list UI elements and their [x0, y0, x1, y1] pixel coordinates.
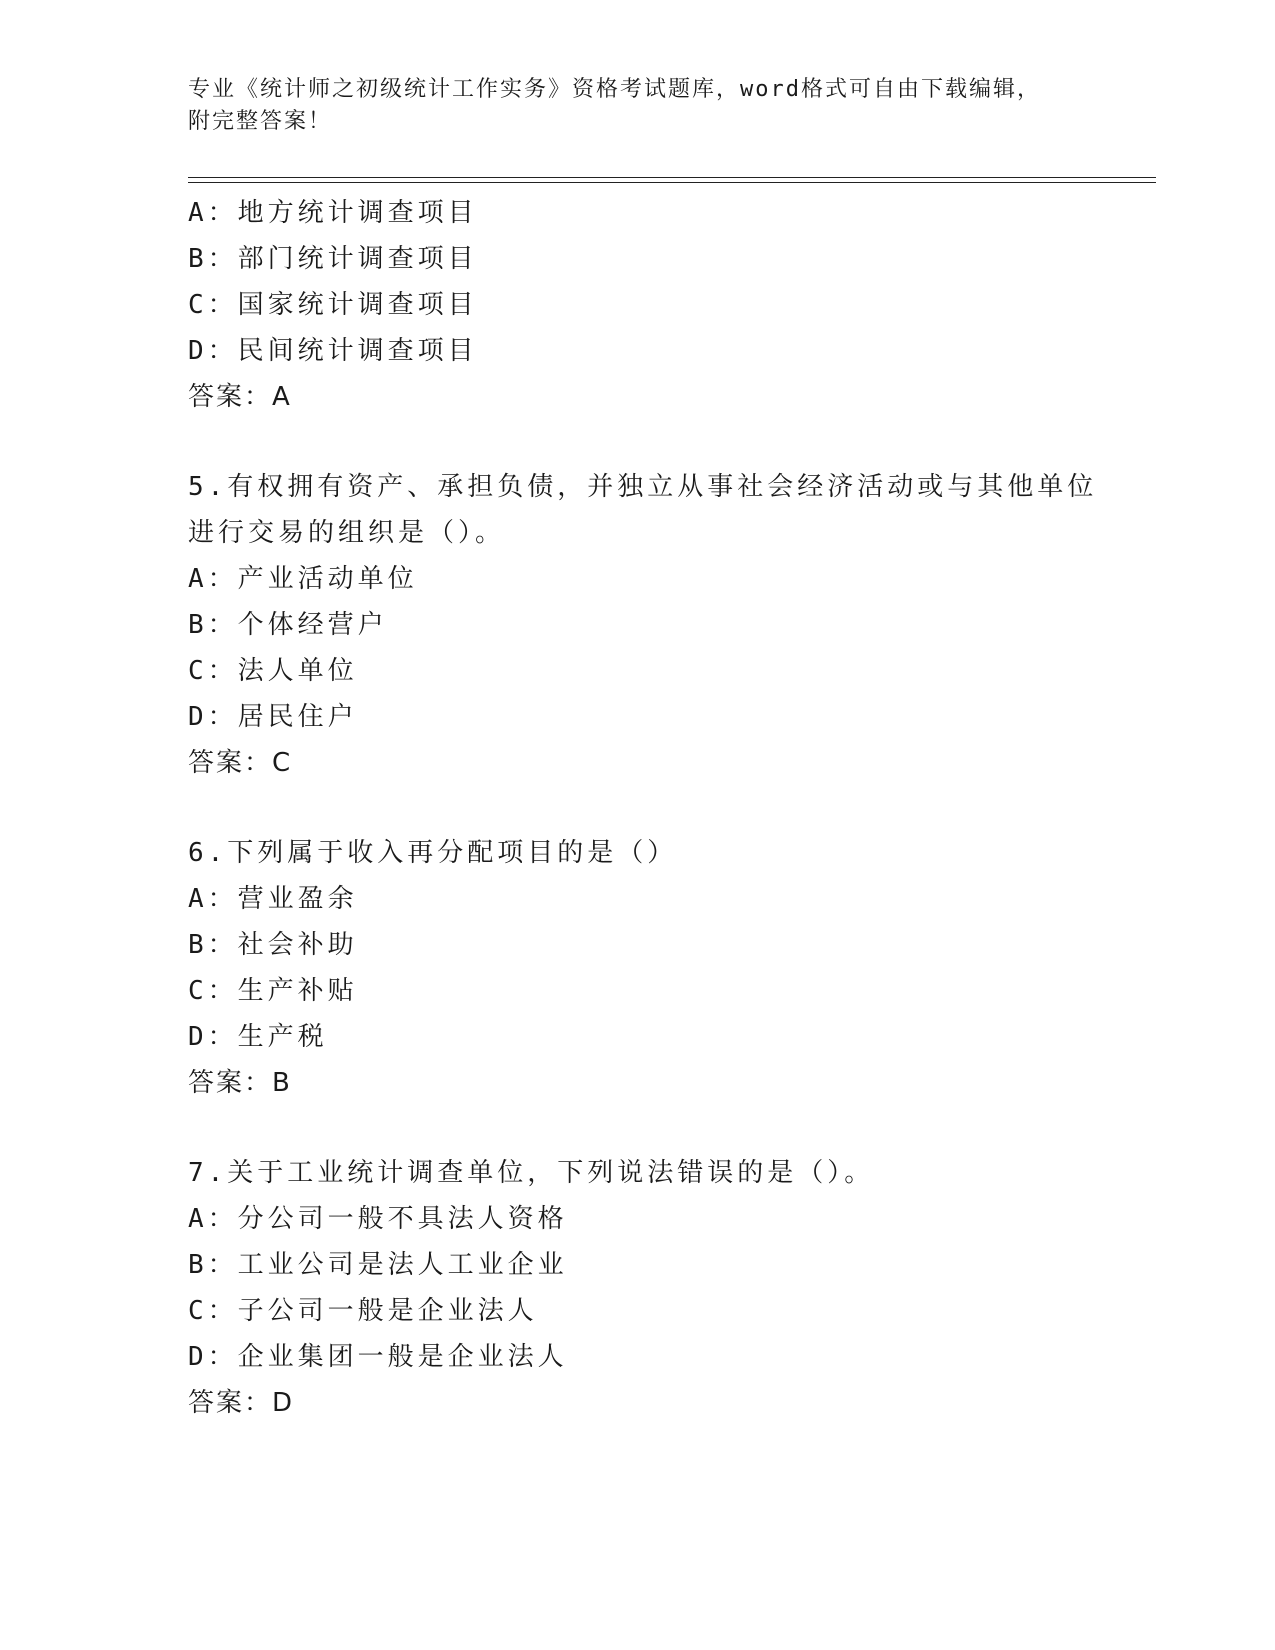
option-c: C：法人单位 — [188, 656, 358, 686]
answer: 答案：A — [188, 382, 292, 412]
spacer — [188, 1106, 1108, 1150]
question-stem-line-2: 进行交易的组织是（）。 — [188, 518, 506, 548]
option-b: B：工业公司是法人工业企业 — [188, 1250, 568, 1280]
question-stem-line-1: 5.有权拥有资产、承担负债，并独立从事社会经济活动或与其他单位 — [188, 472, 1098, 502]
option-c: C：子公司一般是企业法人 — [188, 1296, 538, 1326]
option-d: D：民间统计调查项目 — [188, 336, 478, 366]
option-d: D：居民住户 — [188, 702, 358, 732]
question-stem-line-1: 7.关于工业统计调查单位，下列说法错误的是（）。 — [188, 1158, 875, 1188]
option-a: A：产业活动单位 — [188, 564, 418, 594]
question-5 — [188, 464, 1108, 786]
document-header — [188, 74, 1088, 138]
option-b: B：社会补助 — [188, 930, 358, 960]
option-c: C：国家统计调查项目 — [188, 290, 478, 320]
option-a: A：营业盈余 — [188, 884, 358, 914]
option-a: A：分公司一般不具法人资格 — [188, 1204, 568, 1234]
option-b: B：部门统计调查项目 — [188, 244, 478, 274]
option-d: D：企业集团一般是企业法人 — [188, 1342, 568, 1372]
header-line-1: 专业《统计师之初级统计工作实务》资格考试题库，word格式可自由下载编辑， — [188, 77, 1041, 102]
spacer — [188, 786, 1108, 830]
header-rule-bottom — [188, 182, 1156, 183]
answer: 答案：C — [188, 748, 293, 778]
option-a: A：地方统计调查项目 — [188, 198, 478, 228]
answer: 答案：D — [188, 1388, 295, 1418]
question-6 — [188, 830, 1108, 1106]
answer: 答案：B — [188, 1068, 292, 1098]
header-line-2: 附完整答案！ — [188, 109, 333, 134]
header-rule-top — [188, 177, 1156, 178]
spacer — [188, 420, 1108, 464]
question-list — [188, 190, 1108, 1426]
question-stem-line-1: 6.下列属于收入再分配项目的是（） — [188, 838, 678, 868]
option-d: D：生产税 — [188, 1022, 328, 1052]
question-7 — [188, 1150, 1108, 1426]
question-4 — [188, 190, 1108, 420]
option-b: B：个体经营户 — [188, 610, 388, 640]
option-c: C：生产补贴 — [188, 976, 358, 1006]
